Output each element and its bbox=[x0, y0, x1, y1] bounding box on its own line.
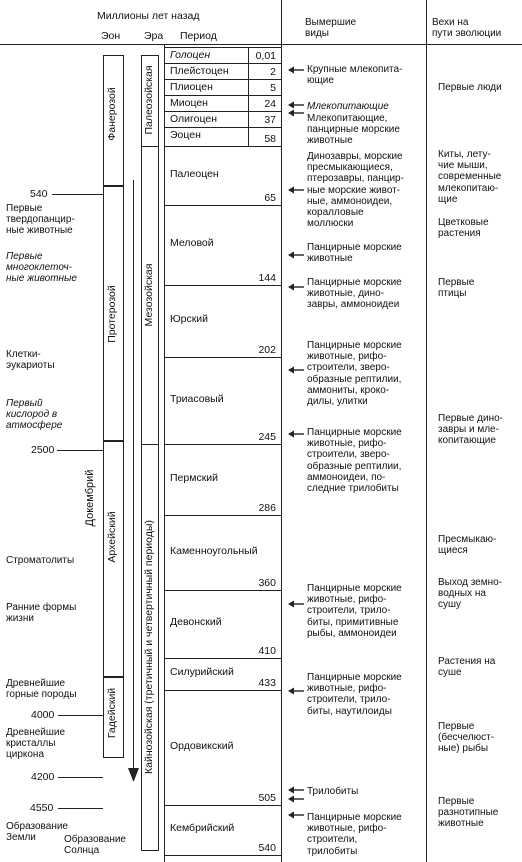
period-age: 202 bbox=[258, 344, 276, 356]
period-age: 433 bbox=[258, 677, 276, 689]
divider-milestones bbox=[426, 0, 427, 862]
event-multicellular: Первые многоклеточ- ные животные bbox=[6, 251, 77, 285]
period-age: 65 bbox=[264, 192, 276, 204]
eon-precambrian: Докембрий bbox=[84, 469, 96, 527]
scale-2500: 2500 bbox=[31, 444, 55, 456]
arrow-left-icon bbox=[288, 430, 304, 438]
milestone-4: Первые птицы bbox=[438, 277, 475, 300]
event-sun: Образование Солнца bbox=[64, 834, 126, 857]
time-arrow-line bbox=[133, 180, 134, 770]
period-age: 37 bbox=[264, 114, 276, 126]
extinct-9: Панцирные морские животные, рифо- строители, трило- биты, примитивные рыбы, аммоноидеи bbox=[307, 583, 402, 639]
period-name: Ордовикский bbox=[170, 740, 234, 752]
period-name: Олигоцен bbox=[170, 113, 218, 125]
milestone-1: Первые люди bbox=[438, 82, 502, 93]
period-name: Юрский bbox=[170, 313, 209, 325]
header-eon: Эон bbox=[101, 30, 121, 42]
era-left-line bbox=[141, 55, 142, 850]
milestone-6: Пресмыкаю- щиеся bbox=[438, 534, 497, 557]
period-age: 5 bbox=[270, 82, 276, 94]
period-age: 505 bbox=[258, 792, 276, 804]
arrow-left-icon bbox=[288, 786, 304, 794]
extinct-10: Панцирные морские животные, рифо- строители, трило- биты, наутилоиды bbox=[307, 672, 402, 717]
event-eukaryotes: Клетки- эукариоты bbox=[6, 349, 55, 372]
event-zircon: Древнейшие кристаллы циркона bbox=[6, 727, 66, 761]
era-mesozoic: Мезозойская bbox=[143, 263, 155, 327]
event-hard-shell: Первые твердопанцир- ные животные bbox=[6, 203, 75, 237]
period-name: Триасовый bbox=[170, 393, 224, 405]
period-name: Пермский bbox=[170, 472, 219, 484]
milestone-2: Киты, лету- чие мыши, современные млекопитаю- щие bbox=[438, 149, 502, 205]
event-oxygen: Первый кислород в атмосфере bbox=[6, 398, 63, 432]
extinct-11: Трилобиты bbox=[307, 786, 359, 797]
period-age: 410 bbox=[258, 645, 276, 657]
extinct-3: Млекопитающие, панцирные морские животные bbox=[307, 113, 400, 147]
header-era: Эра bbox=[144, 30, 164, 42]
period-name: Каменноугольный bbox=[170, 545, 258, 557]
period-age: 540 bbox=[258, 842, 276, 854]
extinct-2: Млекопитающие bbox=[307, 101, 389, 112]
milestone-7: Выход земно- водных на сушу bbox=[438, 577, 503, 611]
arrow-left-icon bbox=[288, 600, 304, 608]
arrow-left-icon bbox=[288, 811, 304, 819]
event-stromatolites: Строматолиты bbox=[6, 555, 75, 566]
period-name: Палеоцен bbox=[170, 168, 219, 180]
period-name: Миоцен bbox=[170, 97, 208, 109]
milestone-3: Цветковые растения bbox=[438, 217, 489, 240]
milestone-5: Первые дино- завры и мле- копитающие bbox=[438, 413, 503, 447]
arrow-left-icon bbox=[288, 251, 304, 259]
header-period: Период bbox=[180, 30, 217, 42]
extinct-4: Динозавры, морские пресмыкающиеся, птерозавры, панцир- ные морские живот- ные, аммоноидеи, коралловые моллюски bbox=[307, 151, 404, 230]
milestone-8: Растения на суше bbox=[438, 656, 496, 679]
event-earth: Образование Земли bbox=[6, 821, 68, 844]
header-extinct: Вымершие виды bbox=[305, 17, 357, 40]
eon-phanerozoic: Фанерозой bbox=[106, 87, 118, 141]
extinct-5: Панцирные морские животные bbox=[307, 242, 402, 265]
era-right-line bbox=[158, 55, 159, 850]
eon-archean: Архейский bbox=[106, 511, 118, 563]
arrow-left-icon bbox=[288, 66, 304, 74]
period-age: 286 bbox=[258, 502, 276, 514]
event-early-life: Ранние формы жизни bbox=[6, 602, 77, 625]
event-oldest-rocks: Древнейшие горные породы bbox=[6, 678, 77, 701]
era-cenozoic: Кайнозойская (третичный и четвертичный периоды) bbox=[143, 520, 155, 774]
period-age: 245 bbox=[258, 431, 276, 443]
header-milestones: Вехи на пути эволюции bbox=[432, 17, 502, 40]
extinct-7: Панцирные морские животные, рифо- строители, звеpo- образные рептилии, аммониты, кроко- дилы, улитки bbox=[307, 340, 402, 408]
period-name: Голоцен bbox=[170, 49, 211, 61]
extinct-1: Крупные млекопита- ющие bbox=[307, 64, 403, 87]
arrow-left-icon bbox=[288, 795, 304, 803]
extinct-12: Панцирные морские животные, рифо- строители, трилобиты bbox=[307, 812, 402, 857]
arrow-left-icon bbox=[288, 109, 304, 117]
period-age: 2 bbox=[270, 66, 276, 78]
divider-period-left bbox=[164, 44, 165, 862]
period-name: Плиоцен bbox=[170, 81, 213, 93]
scale-4000: 4000 bbox=[31, 709, 55, 721]
period-name: Девонский bbox=[170, 616, 222, 628]
period-age: 58 bbox=[264, 133, 276, 145]
period-name: Силурийский bbox=[170, 666, 234, 678]
scale-540: 540 bbox=[30, 188, 48, 200]
milestone-10: Первые разнотипные животные bbox=[438, 796, 499, 830]
arrow-left-icon bbox=[288, 186, 304, 194]
eon-proterozoic: Протерозой bbox=[106, 285, 118, 343]
arrow-left-icon bbox=[288, 283, 304, 291]
period-age: 144 bbox=[258, 272, 276, 284]
scale-4200: 4200 bbox=[31, 771, 55, 783]
divider-extinct bbox=[281, 0, 282, 862]
era-paleozoic: Палеозойская bbox=[143, 65, 155, 135]
header-rule bbox=[0, 44, 522, 45]
extinct-6: Панцирные морские животные, дино- завры, аммоноидеи bbox=[307, 277, 402, 311]
period-name: Меловой bbox=[170, 237, 214, 249]
arrow-left-icon bbox=[288, 366, 304, 374]
period-age: 360 bbox=[258, 577, 276, 589]
eon-hadean: Гадейский bbox=[106, 687, 118, 739]
arrow-left-icon bbox=[288, 101, 304, 109]
period-age: 0,01 bbox=[255, 50, 276, 62]
extinct-8: Панцирные морские животные, рифо- строители, звеpo- образные рептилии, аммоноидеи, по- следние трилобиты bbox=[307, 427, 402, 495]
period-name: Эоцен bbox=[170, 129, 201, 141]
time-arrow-head-icon bbox=[128, 768, 139, 782]
header-millions: Миллионы лет назад bbox=[97, 10, 200, 22]
milestone-9: Первые (бесчелюст- ные) рыбы bbox=[438, 721, 495, 755]
period-name: Кембрийский bbox=[170, 822, 235, 834]
period-name: Плейстоцен bbox=[170, 65, 229, 77]
arrow-left-icon bbox=[288, 687, 304, 695]
period-age: 24 bbox=[264, 98, 276, 110]
scale-4550: 4550 bbox=[30, 802, 54, 814]
